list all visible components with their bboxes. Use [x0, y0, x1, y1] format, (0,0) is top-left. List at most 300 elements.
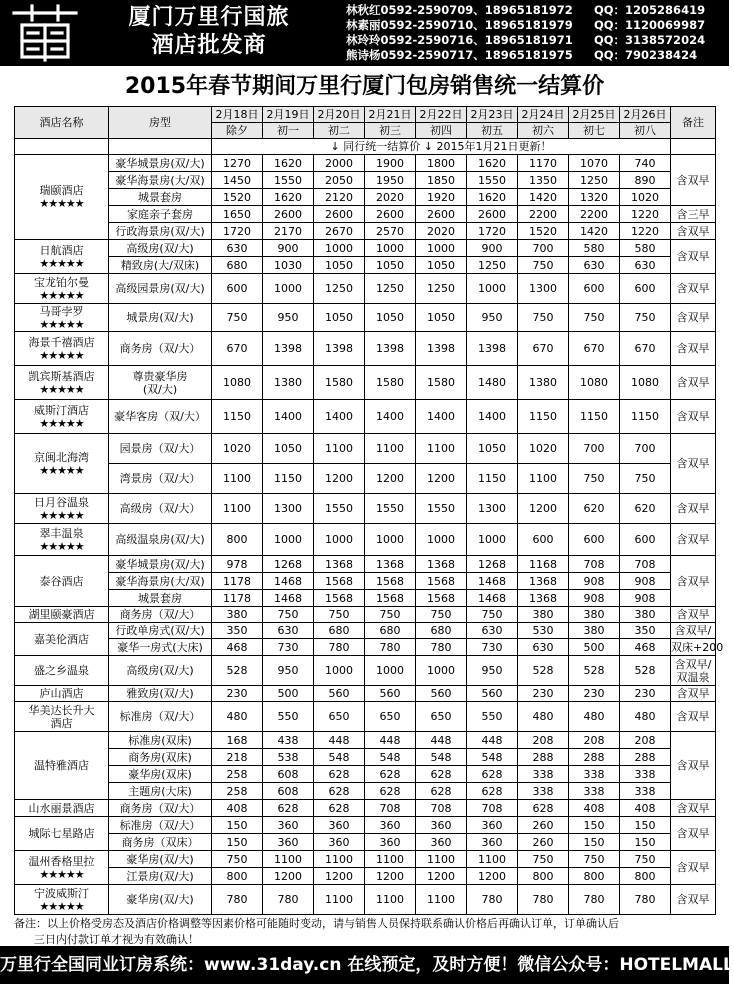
- price-cell: 1268: [263, 556, 314, 573]
- room-type: 商务房（双/大）: [119, 342, 201, 355]
- price-cell: 750: [212, 304, 263, 332]
- price-cell: 1100: [467, 851, 518, 868]
- price-cell: 1050: [263, 434, 314, 464]
- price-cell: 908: [569, 573, 620, 590]
- hotel-name: 海景千禧酒店: [28, 335, 95, 349]
- room-type: 豪华城景房(双/大): [115, 557, 205, 571]
- note-cell: [671, 639, 724, 656]
- price-cell: 1580: [314, 366, 365, 400]
- table-row: [15, 834, 716, 851]
- note-cell: [671, 274, 716, 304]
- room-type-cell: [109, 155, 212, 172]
- price-cell: 1100: [416, 885, 467, 915]
- price-cell: 1620: [263, 155, 314, 172]
- hotel-name-cell: [15, 732, 109, 800]
- price-cell: 890: [620, 172, 671, 189]
- price-cell: 630: [212, 240, 263, 257]
- price-cell: 800: [212, 524, 263, 556]
- price-cell: 560: [467, 686, 518, 702]
- price-cell: 950: [467, 304, 518, 332]
- table-row: [15, 766, 716, 783]
- note-text: 含双早: [676, 608, 710, 621]
- price-cell: 1380: [263, 366, 314, 400]
- price-cell: 1568: [314, 590, 365, 607]
- room-type: 高级房（双/大）: [119, 502, 201, 515]
- room-type-cell: [109, 639, 212, 656]
- price-cell: 670: [518, 332, 569, 366]
- price-cell: 628: [314, 766, 365, 783]
- price-cell: 908: [569, 590, 620, 607]
- price-cell: 600: [620, 524, 671, 556]
- price-cell: 1400: [416, 400, 467, 434]
- price-cell: 2600: [314, 206, 365, 223]
- price-cell: 230: [569, 686, 620, 702]
- hotel-name-cell: [15, 304, 109, 332]
- hotel-name: 威斯汀酒店: [34, 403, 89, 417]
- price-cell: 260: [518, 817, 569, 834]
- room-type: 商务房(双床): [128, 750, 192, 764]
- room-type-cell: [109, 304, 212, 332]
- price-cell: 1250: [416, 274, 467, 304]
- note-text: 含双早: [676, 801, 710, 815]
- price-cell: 288: [569, 749, 620, 766]
- price-cell: 1000: [314, 524, 365, 556]
- price-cell: 560: [416, 686, 467, 702]
- hotel-name: 泰谷酒店: [39, 574, 84, 588]
- note-text-line2: 双温泉: [676, 670, 710, 684]
- note-text: 含双早: [676, 861, 710, 874]
- company-logo-icon: [6, 3, 84, 63]
- price-cell: 608: [263, 766, 314, 783]
- price-cell: 480: [212, 702, 263, 732]
- price-cell: 360: [467, 834, 518, 851]
- price-cell: 780: [518, 885, 569, 915]
- note-text: 含双早: [676, 457, 710, 470]
- room-type: 商务房（双/大）: [119, 608, 201, 621]
- hotel-name: 湖里颐豪酒店: [28, 608, 95, 621]
- price-cell: 1200: [467, 868, 518, 885]
- price-cell: 1000: [365, 656, 416, 686]
- col-header-day: 初五: [467, 123, 518, 139]
- table-row: [15, 800, 716, 817]
- price-cell: 630: [263, 623, 314, 639]
- price-cell: 1020: [620, 189, 671, 206]
- hotel-name-cell: [15, 434, 109, 494]
- price-cell: 550: [467, 702, 518, 732]
- price-cell: 1850: [416, 172, 467, 189]
- room-type-cell: [109, 686, 212, 702]
- hotel-name-cell: [15, 400, 109, 434]
- room-type: 城景房(双/大): [126, 311, 194, 324]
- price-cell: 708: [365, 800, 416, 817]
- col-header-date: 2月19日: [263, 107, 314, 123]
- price-cell: 750: [569, 304, 620, 332]
- hotel-stars: ★★★★★: [39, 899, 84, 913]
- price-cell: 1150: [518, 400, 569, 434]
- price-cell: 1150: [620, 400, 671, 434]
- price-cell: 600: [569, 274, 620, 304]
- price-cell: 1100: [416, 434, 467, 464]
- col-header-hotel: 酒店名称: [15, 107, 109, 139]
- price-cell: 900: [263, 240, 314, 257]
- room-type-cell: [109, 623, 212, 639]
- price-cell: 1000: [263, 524, 314, 556]
- price-cell: 628: [314, 800, 365, 817]
- price-cell: 168: [212, 732, 263, 749]
- hotel-name: 马哥孛罗: [39, 304, 84, 318]
- price-cell: 408: [569, 800, 620, 817]
- room-type-cell: [109, 189, 212, 206]
- price-cell: 150: [569, 834, 620, 851]
- price-cell: 1000: [467, 524, 518, 556]
- table-row: [15, 573, 716, 590]
- room-type: 尊贵豪华房: [132, 369, 188, 383]
- price-cell: 480: [620, 702, 671, 732]
- table-row: [15, 783, 716, 800]
- price-cell: 1420: [518, 189, 569, 206]
- hotel-stars: ★★★★★: [39, 463, 84, 477]
- price-cell: 230: [518, 686, 569, 702]
- room-type-cell: [109, 868, 212, 885]
- blank-cell: [15, 139, 109, 155]
- note-cell: [671, 800, 716, 817]
- price-cell: 258: [212, 783, 263, 800]
- note-cell: [671, 400, 716, 434]
- price-cell: 908: [620, 590, 671, 607]
- table-row: [15, 868, 716, 885]
- price-cell: 338: [518, 766, 569, 783]
- price-cell: 1000: [263, 274, 314, 304]
- hotel-name-cell: [15, 524, 109, 556]
- price-cell: 338: [569, 783, 620, 800]
- contact-row: [346, 33, 726, 48]
- price-cell: 1150: [212, 400, 263, 434]
- page-title: 2015年春节期间万里行厦门包房销售统一结算价: [124, 74, 605, 99]
- note-cell: [671, 851, 716, 885]
- hotel-name-cell: [15, 274, 109, 304]
- price-cell: 150: [569, 817, 620, 834]
- col-header-day: 初三: [365, 123, 416, 139]
- table-row: [15, 639, 716, 656]
- price-cell: 950: [467, 656, 518, 686]
- table-row: [15, 400, 716, 434]
- table-row: [15, 556, 716, 573]
- room-type: 江景房(双/大): [126, 869, 194, 883]
- price-cell: 1950: [365, 172, 416, 189]
- hotel-name-cell: [15, 800, 109, 817]
- price-cell: 360: [314, 817, 365, 834]
- price-cell: 1720: [467, 223, 518, 240]
- price-cell: 360: [263, 817, 314, 834]
- price-cell: 1520: [212, 189, 263, 206]
- price-cell: 2570: [365, 223, 416, 240]
- price-cell: 1398: [314, 332, 365, 366]
- table-row: [15, 686, 716, 702]
- note-cell: [671, 223, 716, 240]
- col-header-day: 初六: [518, 123, 569, 139]
- price-cell: 1100: [314, 434, 365, 464]
- price-cell: 1080: [620, 366, 671, 400]
- room-type: 主题房(大床): [128, 784, 192, 798]
- room-type-cell: [109, 749, 212, 766]
- note-text: 含双早: [676, 687, 710, 700]
- price-cell: 480: [518, 702, 569, 732]
- price-cell: 750: [365, 607, 416, 623]
- room-type-line2: (双/大): [142, 382, 178, 396]
- price-cell: 1468: [467, 573, 518, 590]
- price-cell: 1900: [365, 155, 416, 172]
- blank-cell: [109, 139, 212, 155]
- price-cell: 1200: [314, 868, 365, 885]
- note-text: 含双早: [676, 710, 710, 723]
- note-text: 含三早: [676, 207, 710, 221]
- note-cell: [671, 155, 716, 206]
- company-name: [92, 4, 326, 60]
- table-row: [15, 607, 716, 623]
- price-cell: 1400: [314, 400, 365, 434]
- col-header-date: 2月25日: [569, 107, 620, 123]
- room-type: 豪华客房（双/大）: [114, 410, 206, 423]
- price-cell: 360: [314, 834, 365, 851]
- hotel-name-line2: 酒店: [50, 716, 73, 730]
- price-cell: 750: [620, 304, 671, 332]
- price-cell: 1450: [212, 172, 263, 189]
- hotel-name-cell: [15, 686, 109, 702]
- price-cell: 1250: [365, 274, 416, 304]
- price-cell: 1020: [518, 434, 569, 464]
- price-cell: 1420: [569, 223, 620, 240]
- price-cell: 1050: [314, 304, 365, 332]
- price-cell: 468: [212, 639, 263, 656]
- price-cell: 1050: [416, 304, 467, 332]
- price-cell: 750: [620, 851, 671, 868]
- price-cell: 360: [365, 817, 416, 834]
- room-type-cell: [109, 800, 212, 817]
- price-cell: 1380: [518, 366, 569, 400]
- price-cell: 1020: [212, 434, 263, 464]
- hotel-name-cell: [15, 366, 109, 400]
- table-row: [15, 732, 716, 749]
- note-cell: [671, 885, 716, 915]
- hotel-stars: ★★★★★: [39, 539, 84, 553]
- price-cell: 2020: [416, 223, 467, 240]
- price-cell: 2050: [314, 172, 365, 189]
- price-cell: 2600: [365, 206, 416, 223]
- price-cell: 1050: [365, 257, 416, 274]
- room-type-cell: [109, 783, 212, 800]
- table-header-row: [15, 107, 716, 123]
- note-text: 含双早: [676, 893, 710, 906]
- price-cell: 1100: [365, 851, 416, 868]
- room-type-cell: [109, 172, 212, 189]
- price-cell: 628: [467, 783, 518, 800]
- price-cell: 1100: [365, 434, 416, 464]
- price-cell: 150: [212, 834, 263, 851]
- col-header-day: 除夕: [212, 123, 263, 139]
- price-cell: 978: [212, 556, 263, 573]
- price-cell: 528: [620, 656, 671, 686]
- hotel-name: 宁波威斯汀: [34, 886, 89, 900]
- price-cell: 908: [620, 573, 671, 590]
- price-cell: 550: [263, 702, 314, 732]
- price-cell: 1620: [467, 189, 518, 206]
- price-cell: 1050: [314, 257, 365, 274]
- room-type: 行政海景房(双/大): [115, 224, 205, 238]
- price-cell: 1100: [263, 851, 314, 868]
- price-cell: 1250: [569, 172, 620, 189]
- table-row: [15, 702, 716, 732]
- col-header-date: 2月20日: [314, 107, 365, 123]
- room-type-cell: [109, 590, 212, 607]
- table-row: [15, 172, 716, 189]
- table-row: [15, 155, 716, 172]
- hotel-stars: ★★★★★: [39, 317, 84, 331]
- table-row: [15, 189, 716, 206]
- price-cell: 1178: [212, 573, 263, 590]
- price-cell: 780: [263, 885, 314, 915]
- price-cell: 1000: [365, 240, 416, 257]
- price-cell: 528: [518, 656, 569, 686]
- price-cell: 1268: [467, 556, 518, 573]
- price-cell: 1480: [467, 366, 518, 400]
- price-cell: 1100: [416, 851, 467, 868]
- room-type-cell: [109, 400, 212, 434]
- hotel-name: 京闽北海湾: [34, 450, 89, 464]
- col-header-date: 2月18日: [212, 107, 263, 123]
- price-cell: 260: [518, 834, 569, 851]
- price-cell: 1000: [416, 240, 467, 257]
- price-cell: 230: [620, 686, 671, 702]
- contact-row: [346, 3, 726, 18]
- price-cell: 1368: [416, 556, 467, 573]
- price-cell: 1400: [467, 400, 518, 434]
- room-type: 豪华一房式(大床): [117, 640, 203, 654]
- hotel-stars: ★★★★★: [39, 867, 84, 881]
- room-type: 豪华海景房(大/双): [115, 173, 205, 187]
- price-cell: 208: [518, 732, 569, 749]
- price-cell: 338: [620, 783, 671, 800]
- col-header-date: 2月24日: [518, 107, 569, 123]
- price-cell: 1620: [467, 155, 518, 172]
- note-text: 含双早: [676, 250, 710, 263]
- room-type: 豪华海景房(大/双): [115, 574, 205, 588]
- price-cell: 2120: [314, 189, 365, 206]
- room-type: 家庭亲子套房: [127, 207, 193, 221]
- price-cell: 708: [569, 556, 620, 573]
- table-row: [15, 494, 716, 524]
- table-row: [15, 623, 716, 639]
- price-cell: 700: [518, 240, 569, 257]
- price-cell: 628: [365, 783, 416, 800]
- price-cell: 1200: [365, 868, 416, 885]
- room-type: 豪华城景房(双/大): [115, 156, 205, 170]
- note-text: 含双早: [676, 827, 710, 840]
- hotel-name-cell: [15, 623, 109, 656]
- room-type-cell: [109, 206, 212, 223]
- footnote: [14, 916, 715, 948]
- room-type-cell: [109, 656, 212, 686]
- price-cell: 750: [569, 464, 620, 494]
- note-cell: [671, 686, 716, 702]
- price-cell: 1400: [263, 400, 314, 434]
- contact-name-phone: 林秋红0592-2590709、18965181972: [346, 3, 573, 17]
- price-cell: 1000: [416, 524, 467, 556]
- price-cell: 620: [620, 494, 671, 524]
- price-cell: 448: [365, 732, 416, 749]
- note-text: 含双早: [676, 311, 710, 324]
- price-cell: 780: [416, 639, 467, 656]
- hotel-name-cell: [15, 851, 109, 885]
- price-cell: 1468: [263, 590, 314, 607]
- hotel-stars: ★★★★★: [39, 288, 84, 302]
- price-cell: 1150: [263, 464, 314, 494]
- note-text: 含双早: [676, 533, 710, 546]
- hotel-name-cell: [15, 155, 109, 240]
- price-cell: 1050: [416, 257, 467, 274]
- price-cell: 1368: [518, 573, 569, 590]
- price-cell: 1300: [467, 494, 518, 524]
- table-row: [15, 464, 716, 494]
- price-cell: 628: [416, 766, 467, 783]
- price-cell: 338: [620, 766, 671, 783]
- price-cell: 408: [620, 800, 671, 817]
- note-cell: [671, 240, 716, 274]
- hotel-name-cell: [15, 885, 109, 915]
- room-type: 雅致房(双/大): [126, 687, 194, 700]
- price-cell: 448: [467, 732, 518, 749]
- price-cell: 670: [620, 332, 671, 366]
- table-row: [15, 240, 716, 257]
- price-cell: 288: [518, 749, 569, 766]
- price-cell: 630: [518, 639, 569, 656]
- hotel-name: 宝龙铂尔曼: [34, 275, 89, 289]
- room-type: 城景套房: [138, 591, 182, 605]
- price-cell: 1550: [365, 494, 416, 524]
- col-header-date: 2月23日: [467, 107, 518, 123]
- note-cell: [671, 524, 716, 556]
- price-cell: 1550: [467, 172, 518, 189]
- price-cell: 1200: [263, 868, 314, 885]
- price-cell: 1398: [365, 332, 416, 366]
- col-header-date: 2月21日: [365, 107, 416, 123]
- price-cell: 800: [212, 868, 263, 885]
- price-cell: 528: [212, 656, 263, 686]
- price-cell: 1800: [416, 155, 467, 172]
- price-cell: 448: [314, 732, 365, 749]
- price-cell: 1580: [365, 366, 416, 400]
- room-type-cell: [109, 223, 212, 240]
- room-type-cell: [109, 851, 212, 868]
- price-cell: 1398: [263, 332, 314, 366]
- price-cell: 708: [416, 800, 467, 817]
- col-header-day: 初八: [620, 123, 671, 139]
- room-type: 园景房（双/大）: [119, 442, 201, 455]
- price-cell: 750: [263, 607, 314, 623]
- room-type-cell: [109, 817, 212, 834]
- room-type-cell: [109, 607, 212, 623]
- contact-name-phone: 林素丽0592-2590710、18965181979: [346, 18, 573, 32]
- price-cell: 750: [620, 464, 671, 494]
- price-cell: 1568: [416, 573, 467, 590]
- price-cell: 1200: [518, 494, 569, 524]
- hotel-name-cell: [15, 656, 109, 686]
- price-cell: 1000: [314, 656, 365, 686]
- hotel-name: 盛之乡温泉: [34, 664, 89, 677]
- price-cell: 360: [416, 834, 467, 851]
- price-cell: 750: [212, 851, 263, 868]
- note-cell: [671, 702, 716, 732]
- price-cell: 1580: [416, 366, 467, 400]
